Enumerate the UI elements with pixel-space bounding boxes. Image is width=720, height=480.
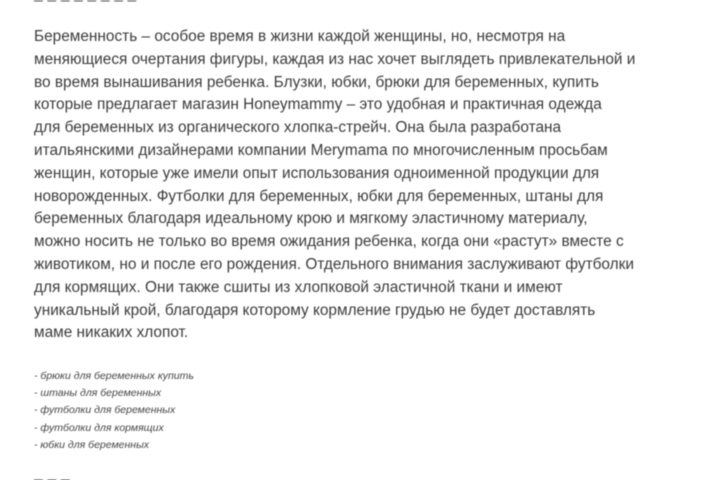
cut-off-top-text: – – – – – – – – — [34, 0, 137, 9]
paragraph-line: женщин, которые уже имели опыт использования одноименной продукции для — [34, 164, 600, 182]
tag-link[interactable]: - брюки для беременных купить — [34, 370, 194, 382]
tag-link[interactable]: - футболки для кормящих — [34, 421, 164, 434]
article-body — [34, 26, 694, 345]
paragraph-line: новорожденных. Футболки для беременных, юбки для беременных, штаны для — [34, 187, 604, 205]
paragraph-line: маме никаких хлопот. — [34, 324, 189, 342]
paragraph-line: итальянскими дизайнерами компании Merymama по многочисленным просьбам — [34, 141, 608, 159]
paragraph-line: беременных благодаря идеальному крою и мягкому эластичному материалу, — [34, 210, 588, 228]
paragraph-line: меняющиеся очертания фигуры, каждая из нас хочет выглядеть привлекательной и — [34, 50, 636, 68]
tag-link[interactable]: - юбки для беременных — [34, 438, 150, 451]
paragraph-line: можно носить не только во время ожидания ребенка, когда они «растут» вместе с — [34, 233, 624, 251]
tag-link-list — [34, 368, 194, 454]
cut-off-bottom-text: – – – — [34, 471, 70, 480]
paragraph-line: для беременных из органического хлопка-стрейч. Она была разработана — [34, 119, 562, 137]
paragraph-line: животиком, но и после его рождения. Отдельного внимания заслуживают футболки — [34, 255, 634, 273]
paragraph-line: во время вынашивания ребенка. Блузки, юбки, брюки для беременных, купить — [34, 73, 599, 91]
paragraph-line: уникальный крой, благодаря которому кормление грудью не будет доставлять — [34, 301, 596, 319]
tag-link[interactable]: - футболки для беременных — [34, 404, 176, 417]
paragraph-line: Беременность – особое время в жизни каждой женщины, но, несмотря на — [34, 28, 566, 45]
paragraph-line: которые предлагает магазин Honeymammy – это удобная и практичная одежда — [34, 96, 602, 114]
paragraph-line: для кормящих. Они также сшиты из хлопковой эластичной ткани и имеют — [34, 278, 563, 296]
tag-link[interactable]: - штаны для беременных — [34, 387, 162, 400]
